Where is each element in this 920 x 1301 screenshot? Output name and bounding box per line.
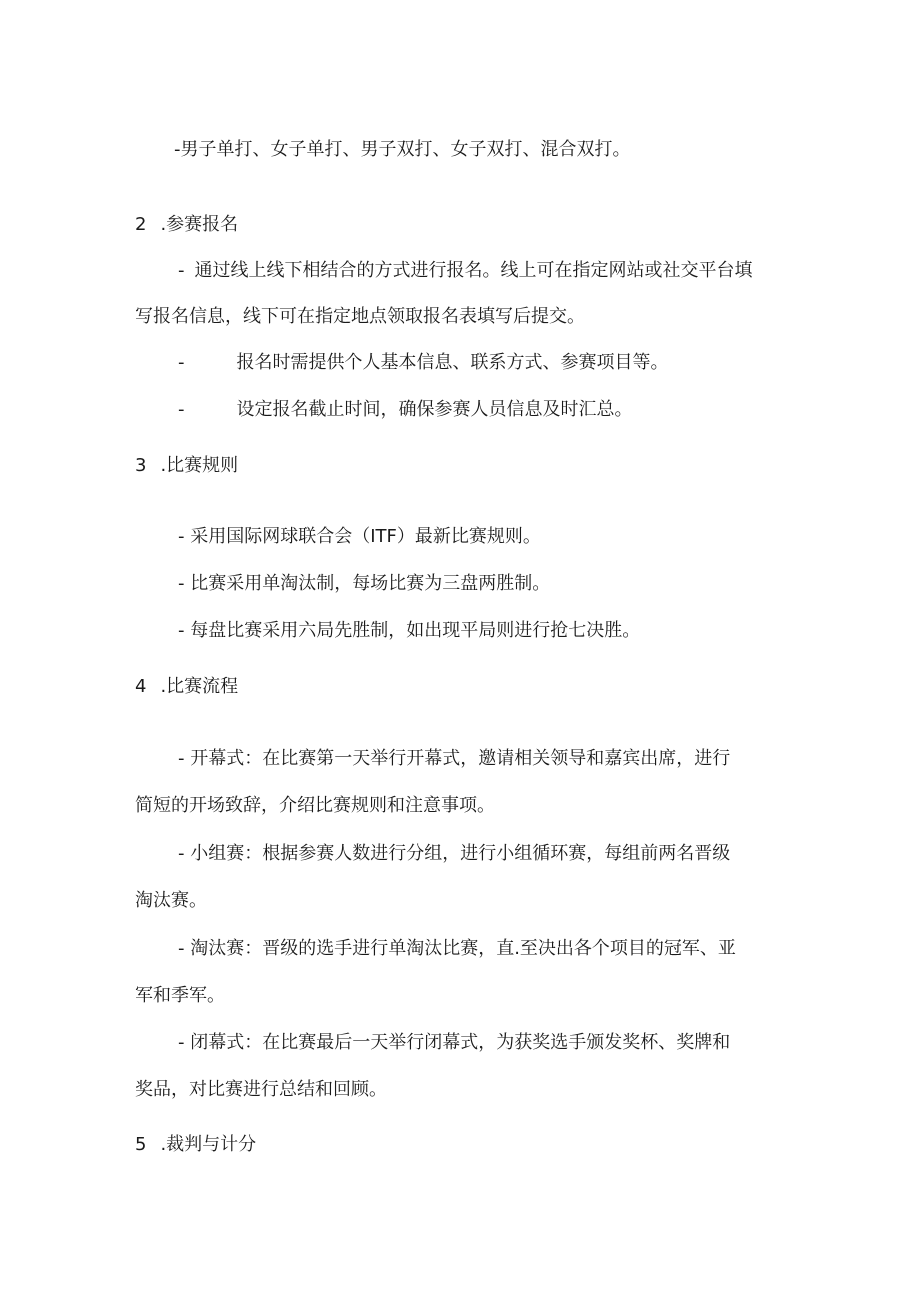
list-item: - 每盘比赛采用六局先胜制，如出现平局则进行抢七决胜。 [178,620,641,641]
list-item: - 闭幕式：在比赛最后一天举行闭幕式，为获奖选手颁发奖杯、奖牌和 [178,1032,731,1053]
section-4-heading [135,678,238,696]
item-text: 设定报名截止时间，确保参赛人员信息及时汇总。 [236,399,633,420]
list-item: - 比赛采用单淘汰制，每场比赛为三盘两胜制。 [178,573,551,594]
list-item [178,262,753,280]
section-title: .比赛规则 [160,455,239,476]
bullet-dash: - [178,260,185,281]
section-number: 4 [135,676,147,697]
bullet-dash: - [178,399,185,420]
section-3-heading [135,457,238,475]
list-item: - 淘汰赛：晋级的选手进行单淘汰比赛，直.至决出各个项目的冠军、亚 [178,938,736,959]
list-item-continuation: 军和季军。 [135,985,225,1006]
events-list-line: -男子单打、女子单打、男子双打、女子双打、混合双打。 [174,139,631,160]
section-number: 5 [135,1134,147,1155]
list-item-continuation: 写报名信息，线下可在指定地点领取报名表填写后提交。 [135,306,585,327]
item-text: 通过线上线下相结合的方式进行报名。线上可在指定网站或社交平台填 [194,260,753,281]
list-item [178,401,633,419]
section-2-heading [135,216,238,234]
list-item-continuation: 奖品，对比赛进行总结和回顾。 [135,1079,387,1100]
item-text: 报名时需提供个人基本信息、联系方式、参赛项目等。 [236,352,669,373]
list-item: - 小组赛：根据参赛人数进行分组，进行小组循环赛，每组前两名晋级 [178,843,731,864]
list-item-continuation: 淘汰赛。 [135,890,207,911]
list-item: - 开幕式：在比赛第一天举行开幕式，邀请相关领导和嘉宾出席，进行 [178,748,731,769]
bullet-dash: - [178,352,185,373]
section-number: 2 [135,214,147,235]
list-item: - 采用国际网球联合会（ITF）最新比赛规则。 [178,526,541,547]
list-item-continuation: 简短的开场致辞，介绍比赛规则和注意事项。 [135,795,495,816]
section-title: .比赛流程 [160,676,239,697]
list-item [178,354,669,372]
section-number: 3 [135,455,147,476]
section-title: .裁判与计分 [160,1134,257,1155]
section-5-heading [135,1136,256,1154]
section-title: .参赛报名 [160,214,239,235]
